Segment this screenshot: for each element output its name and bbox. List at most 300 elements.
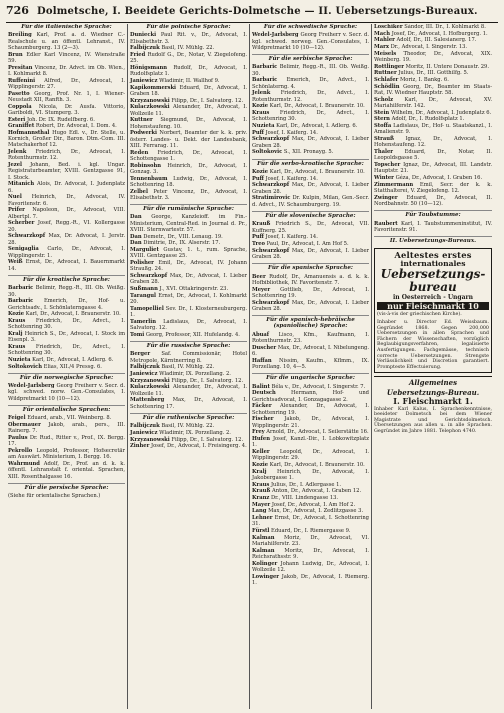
entry-details: S., XII. Pronayg. 5. bbox=[283, 149, 334, 156]
directory-entry bbox=[130, 214, 247, 233]
entry-details: Moritz, II. Untere Donaustr. 29. bbox=[405, 63, 490, 70]
directory-entry bbox=[8, 233, 125, 246]
entry-name: Schwarzkopf bbox=[252, 299, 290, 306]
entry-name: Barbaric bbox=[252, 64, 278, 71]
entry-details: Ladislaus, Dr., Advocat, I. Salvatorg. 12. bbox=[130, 318, 247, 331]
directory-entry bbox=[374, 64, 492, 70]
entry-name: Brun bbox=[8, 51, 23, 58]
entry-details: Friedrich S., Dr., Advocat, VII. Kuffnerg. 25. bbox=[252, 221, 369, 234]
directory-entry bbox=[252, 123, 369, 129]
directory-entry bbox=[130, 443, 247, 449]
entry-details: J., XVI. Ottakringerstr. 23. bbox=[159, 286, 229, 292]
directory-entry bbox=[8, 435, 125, 448]
directory-entry bbox=[252, 482, 369, 488]
entry-details: Ernst, Dr., Advocat, I. Schottenring 31. bbox=[252, 514, 369, 528]
entry-details: Karl, I. Taubstummeninstitut, IV. Favoritenstr. 91. bbox=[374, 220, 492, 233]
entry-name: Kulaczkowski bbox=[130, 384, 170, 391]
directory-entry bbox=[8, 52, 125, 65]
entry-name: Schwarzkopf bbox=[130, 273, 168, 280]
entry-details: Ignaz, Dr., Advocat, III. Landstr. Hauptstr. 21. bbox=[374, 162, 492, 175]
entry-name: Coppola bbox=[8, 103, 32, 110]
entry-details: Max, Dr. Advocat, I. Jerstr. 28. bbox=[8, 233, 125, 246]
entry-details: Napoleon, Dr., Advocat, VIII. Albertpl. 7. bbox=[8, 207, 125, 220]
directory-entry bbox=[252, 508, 369, 514]
ad2-line-bureau: Uebersetzungs-Bureau. bbox=[386, 388, 480, 398]
entry-name: Fried bbox=[130, 51, 146, 58]
directory-entry bbox=[374, 136, 492, 149]
entry-name: Kalman bbox=[252, 547, 275, 554]
directory-entry bbox=[252, 248, 369, 261]
directory-entry bbox=[130, 423, 247, 429]
entry-details: Dr., VIII. Lindengasse 13. bbox=[270, 494, 339, 501]
directory-entry bbox=[130, 319, 247, 332]
entry-details: Eduard, Dr., Advocat, I. Graben 18. bbox=[130, 84, 247, 97]
entry-details: Rudolf, Dr., Amanuensis a. d. k. k. Hofbibliothek, IV. Favoritenstr. 7. bbox=[252, 273, 369, 286]
entry-name: Kralj bbox=[252, 468, 267, 475]
entry-name: Barbaric bbox=[8, 285, 34, 292]
directory-entry bbox=[252, 195, 369, 208]
section-heading: Für die persische Sprache: bbox=[8, 483, 125, 491]
entry-details: Max, Dr., Advocat, I. Lieber Graben 28. bbox=[252, 299, 369, 312]
entry-name: Kozie bbox=[8, 311, 25, 318]
entry-name: Janiewicz bbox=[130, 429, 158, 436]
directory-entry bbox=[130, 189, 247, 202]
directory-entry bbox=[374, 44, 492, 50]
section-heading: Für die slovenische Sprache: bbox=[252, 211, 369, 219]
entry-name: Lowinger bbox=[252, 573, 279, 580]
directory-entry bbox=[252, 462, 369, 468]
entry-details: Georg Freiherr v. Secr. d. kgl. schwed. norw. Gen.-Consulates, I. Wildpretmarkt 10 (10—12). bbox=[8, 383, 125, 402]
section-heading: Für die schwedische Sprache: bbox=[263, 24, 358, 30]
entry-details: Rudolf, Dr., Advocat, I. Rudolfsplatz 1. bbox=[130, 64, 247, 78]
section-heading: Für die polnische Sprache: bbox=[146, 24, 231, 30]
entry-details: Hugo Edl. v., Dr. Stelle, u. Kornich, Großer Dir., Baron. Dtm.-Com. III. Matschakerhof 12. bbox=[8, 129, 125, 149]
entry-details: Paul, Dr., Advocat, I. Am Hof 5. bbox=[266, 240, 349, 247]
entry-name: Krauß bbox=[252, 221, 271, 228]
ad-fineprint: Inhaber u. Director Ed. Weissbaum. Gegründet 1868. Gegen 200,000 Uebersetzungen in allen Sprachen und Fächern der Wissenschaften, vorzüglich Beglaubigungsverfahren, legalisierte Ausfertigungen. Fachgemässe, technisch correcte Uebersetzungen. Strengste Verlässlichkeit und Discretion garantiert. Prompteste Effectuierung. bbox=[377, 320, 489, 370]
entry-name: Puff bbox=[252, 234, 264, 241]
column-2 bbox=[128, 24, 250, 709]
entry-name: Mitanich bbox=[8, 181, 35, 188]
ad-line-international: internationales bbox=[400, 258, 466, 268]
directory-entry bbox=[374, 175, 492, 181]
entry-details: Eduard, Dr., Advocat, II. Nordbahnstr. 50 (10—12). bbox=[374, 194, 493, 208]
directory-entry bbox=[252, 528, 369, 534]
directory-entry bbox=[130, 397, 247, 410]
entry-name: Dan bbox=[130, 233, 142, 240]
entry-name: Topscher bbox=[374, 162, 401, 169]
entry-details: Ladislaus, Dr., Hof- u. Staatskanzl., I. Amalienstr. 9. bbox=[374, 123, 492, 136]
entry-name: Kraus bbox=[252, 481, 270, 488]
entry-name: Hufen bbox=[252, 435, 270, 442]
entry-details: Alois, Dr. Advocat, I. Judenplatz 6. bbox=[8, 181, 125, 194]
directory-entry bbox=[130, 332, 247, 338]
entry-details: Emil, Secr. der k. k. Statthalterei, V. Ziegelofeng. 12. bbox=[374, 181, 493, 195]
section-heading: II. Uebersetzungs-Bureaux. bbox=[374, 236, 492, 244]
directory-entry bbox=[130, 85, 247, 98]
directory-entry bbox=[252, 488, 369, 494]
entry-name: Kalman bbox=[252, 534, 275, 541]
directory-entry bbox=[252, 561, 369, 574]
entry-name: Jelenk bbox=[252, 90, 271, 97]
entry-details: Peter Vincenz, Dr., Advocat, I. Elisabethstr. 3. bbox=[130, 188, 247, 201]
directory-entry bbox=[8, 448, 125, 461]
entry-details: Nissim, Kaufm., Kflmm., IX. Porzellang. 10, 4—5. bbox=[252, 357, 369, 370]
entry-name: Prifer bbox=[8, 207, 25, 214]
entry-details: Leopold, Professor, Hofsecretär am Auswärt. Ministerium, I. Bergg. 16. bbox=[8, 447, 125, 461]
directory-entry bbox=[130, 130, 247, 149]
entry-details: Carlo, Dr., Advocat, I. Wipplingerstr. 1. bbox=[8, 246, 125, 259]
directory-entry bbox=[130, 163, 247, 176]
entry-name: Balint bbox=[252, 383, 270, 390]
entry-details: Eduard, Dr., Notar, II. Leopoldsgasse 5. bbox=[374, 149, 492, 162]
directory-entry bbox=[130, 247, 247, 260]
directory-entry bbox=[374, 84, 492, 97]
entry-name: Abuaf bbox=[252, 331, 270, 338]
entry-name: Janiewicz bbox=[130, 370, 158, 377]
entry-details: Karl, Prof. a. d. Wiedner C.-Realschule u. an öffentl. Lehranst., IV. Schaumburgerg. 13 (2—3). bbox=[8, 32, 125, 51]
entry-name: Scherber bbox=[8, 220, 35, 227]
entry-name: Dan bbox=[130, 214, 142, 221]
entry-name: Lehner bbox=[252, 514, 273, 521]
entry-details: Norbert, Beamter der k. k. priv. österr. Landes- u. Dekt. der Landesbank, XIII. Ferrarag. 11. bbox=[130, 130, 247, 149]
entry-details: Belimir, Regg.-R., III. Ob. Weißg. 30. bbox=[252, 64, 369, 77]
entry-name: Fürstl bbox=[252, 527, 270, 534]
entry-name: Kranz bbox=[252, 494, 270, 501]
entry-details: Saf. Commissionär, Hotel Metropole, Kärntnerring 8. bbox=[130, 351, 247, 364]
directory-entry bbox=[130, 384, 247, 397]
entry-details: Géza, Dr., Advocat, I. Graben 16. bbox=[395, 175, 483, 182]
entry-name: Barbaric bbox=[8, 298, 34, 305]
entry-name: Hofmannsthal bbox=[8, 129, 50, 136]
entry-details: Anton, Dr., Advocat, I. Graben 12. bbox=[271, 488, 362, 495]
entry-name: Tamopelliel bbox=[130, 305, 164, 312]
entry-name: Winter bbox=[374, 175, 394, 182]
directory-entry bbox=[374, 24, 492, 30]
directory-entry bbox=[252, 449, 369, 462]
entry-name: Thaler bbox=[374, 149, 393, 156]
entry-name: Feigel bbox=[8, 415, 26, 422]
entry-name: Kulaczkowski bbox=[130, 104, 170, 111]
ad2-line-address: I. Fleischmarkt 1. bbox=[393, 396, 473, 407]
directory-entry bbox=[374, 195, 492, 208]
entry-name: Marguliet bbox=[130, 247, 159, 254]
directory-entry bbox=[252, 403, 369, 416]
entry-name: Strauß bbox=[374, 136, 394, 143]
directory-entry bbox=[130, 273, 247, 286]
entry-details: Ernst, Dr., Advocat, I. Bauernmarkt 14. bbox=[8, 259, 125, 272]
directory-entry bbox=[130, 98, 247, 104]
entry-name: Treo bbox=[252, 240, 265, 247]
entry-name: Schlafer bbox=[374, 77, 399, 84]
entry-details: Rudolf G., Dr., Notar, V. Ziegelofeng. 25. bbox=[130, 51, 248, 65]
entry-name: Stratimirovic bbox=[252, 195, 291, 202]
section-heading: Für die serbische Sprache: bbox=[252, 54, 369, 62]
directory-entry bbox=[130, 65, 247, 78]
columns-container bbox=[6, 24, 498, 709]
directory-entry bbox=[252, 287, 369, 300]
section-heading: Für die rumänische Sprache: bbox=[130, 204, 247, 212]
entry-name: Soltokovich bbox=[8, 363, 43, 370]
entry-name: Podwerki bbox=[130, 130, 157, 137]
entry-name: Breiling bbox=[8, 32, 32, 39]
section-heading: Für die norwegische Sprache: bbox=[8, 373, 125, 381]
entry-details: Alexander, Dr., Advocat, I. Schottenring 19. bbox=[252, 403, 369, 416]
entry-name: Fäcker bbox=[252, 403, 272, 410]
directory-entry bbox=[252, 110, 369, 123]
directory-entry bbox=[8, 285, 125, 298]
entry-details: Friedrich, Dr., Advct., I. Rotenthurmstr. 12. bbox=[252, 90, 369, 103]
entry-details: Eduard, arab., VII. Weinberg. 8. bbox=[27, 415, 112, 422]
section-heading: Für die kroatische Sprache: bbox=[8, 275, 125, 283]
entry-details: Dimitrie, Dr., IX. Alserstr. 17. bbox=[143, 240, 221, 247]
entry-details: Josef, I. Kaiferg. 14. bbox=[265, 129, 318, 136]
entry-details: Georg, Dr., Beamter im Staats-Rat, IV. Wiedner Hauptstr. 58. bbox=[374, 83, 492, 97]
entry-details: Max, Dr., Advocat, I. Lieber Graben 28. bbox=[252, 247, 369, 260]
page-header bbox=[6, 4, 498, 23]
entry-details: Elias, XII./4 Pressg. 6. bbox=[43, 363, 102, 370]
entry-details: Eduard, Dr., I. Riemergasse 9. bbox=[271, 527, 351, 534]
directory-entry bbox=[130, 293, 247, 306]
entry-name: Jelenk bbox=[8, 149, 27, 156]
entry-name: Esteri bbox=[8, 116, 26, 123]
entry-details: Max, Dr., Advocat, I. Zedlitzgasse 3. bbox=[268, 508, 364, 515]
entry-name: Schödlin bbox=[374, 83, 400, 90]
entry-details: Wilhelm, Dr., Advocat, I. Judenplatz 6. bbox=[390, 109, 492, 116]
entry-name: Graniffet bbox=[8, 123, 35, 130]
entry-name: Lang bbox=[252, 508, 267, 515]
entry-name: Zwinger bbox=[374, 194, 398, 201]
directory-entry bbox=[8, 78, 125, 91]
directory-entry bbox=[8, 422, 125, 435]
entry-details: Ernst, Dr., Advocat, I. Kohlmarkt 20. bbox=[130, 292, 247, 305]
entry-details: Karl, Dr., Advocat, I. Adlerg. 6. bbox=[276, 123, 358, 130]
directory-entry bbox=[130, 117, 247, 130]
directory-entry bbox=[252, 32, 369, 51]
entry-details: Sándor, III. Dr., I. Kohlmarkt 8. bbox=[404, 24, 486, 30]
entry-details: Nicola, Dr. Ausfa. Vittorio, Gariboldi, VI. Stumperg. 3. bbox=[8, 103, 125, 116]
entry-details: Georg Freiherr v. Secr. d. kgl. schwed. norweg. Gen.-Consulates, I. Wildpretmarkt 10 (10—12). bbox=[252, 32, 369, 51]
entry-details: Moriz, Dr., Advocat, VI. Mariahilferstr. 23. bbox=[252, 534, 369, 547]
entry-name: Reden bbox=[130, 149, 149, 156]
entry-details: Ignaz, Dr., Advocat, I. Hohenstaufeng. 12. bbox=[374, 136, 492, 149]
entry-name: Wedel-Jarlsberg bbox=[252, 32, 299, 39]
directory-entry bbox=[252, 384, 369, 390]
entry-name: Frey bbox=[252, 429, 265, 436]
entry-details: Heinrich S., Dr., Advocat, I. Stock im Eisenpl. 3. bbox=[8, 330, 125, 344]
entry-details: Karl, Dr., Advocat, I. Braunerstr. 10. bbox=[25, 311, 121, 318]
directory-entry bbox=[252, 149, 369, 155]
entry-name: Falbijczuk bbox=[130, 423, 160, 430]
entry-details: Wladimir, IX. Porzellang. 2. bbox=[159, 370, 231, 377]
entry-name: Tamerlin bbox=[130, 318, 156, 325]
ad-line-country: in Oesterreich - Ungarn bbox=[392, 294, 474, 302]
entry-name: Rottlinger bbox=[374, 63, 404, 70]
directory-entry bbox=[252, 345, 369, 358]
entry-name: Fischer bbox=[252, 416, 274, 423]
entry-details: Josef, I. Kaiferg. 14. bbox=[265, 234, 318, 241]
entry-name: Falbijczuk bbox=[130, 364, 160, 371]
entry-details: Max, Dr., Advocat, I. Lieber Graben 28. bbox=[252, 182, 369, 195]
entry-name: Robinsohn bbox=[130, 162, 162, 169]
directory-entry bbox=[252, 535, 369, 548]
directory-entry bbox=[8, 461, 125, 480]
directory-entry bbox=[130, 78, 247, 84]
entry-name: Tennenbaum bbox=[130, 175, 168, 182]
directory-entry bbox=[252, 90, 369, 103]
entry-details: Leopold, Dr., Advocat, I. Wipplingerstr. 29. bbox=[252, 448, 370, 462]
directory-entry bbox=[8, 331, 125, 344]
entry-name: Janiewicz bbox=[130, 77, 158, 84]
section-heading: Für die ungarische Sprache: bbox=[252, 373, 369, 381]
entry-details: Heinrich, Dr., Advocat, I. Jakobergasse 1. bbox=[252, 468, 369, 481]
entry-name: Pasetto bbox=[8, 90, 30, 97]
entry-details: Karl, Dr., Advocat, XV. Mariahilferstr. 142. bbox=[374, 96, 492, 110]
directory-entry bbox=[252, 416, 369, 429]
entry-details: Johann, Bed. i. kgl. Ungar. Registraturbeamter, XVIII. Gentzgasse 91, I. Stock. bbox=[8, 162, 125, 181]
directory-entry bbox=[252, 182, 369, 195]
directory-entry bbox=[374, 123, 492, 136]
entry-name: Sußmann bbox=[130, 286, 158, 292]
bureau-advertisement bbox=[374, 248, 492, 374]
directory-entry bbox=[8, 298, 125, 311]
entry-name: Krzyzanowski bbox=[130, 97, 170, 104]
directory-entry bbox=[252, 300, 369, 313]
ad-line-note: (vis-à-vis der griechischen Kirche). bbox=[377, 312, 462, 318]
entry-details: Theodor, Dr., Advocat, XIX. Weinberg. 19. bbox=[374, 50, 492, 64]
directory-entry bbox=[8, 246, 125, 259]
section-heading: Für die spanisch-hebräische (spaniolische) Sprache: bbox=[252, 315, 369, 330]
entry-name: Dan bbox=[130, 240, 142, 247]
entry-details: Edler Karl Vincenz, IV. Wienstraße 59. bbox=[8, 51, 125, 64]
entry-name: Falbijczuk bbox=[130, 45, 160, 52]
directory-entry bbox=[130, 364, 247, 370]
directory-entry bbox=[8, 130, 125, 149]
directory-entry bbox=[8, 91, 125, 104]
directory-entry bbox=[130, 234, 247, 240]
directory-entry bbox=[252, 103, 369, 109]
directory-entry bbox=[374, 221, 492, 234]
ad-line-bureau: bureau bbox=[409, 280, 457, 295]
entry-name: Duniecki bbox=[130, 32, 157, 39]
entry-name: Mattenberg bbox=[130, 397, 165, 404]
entry-name: Nuzieta bbox=[252, 123, 275, 130]
directory-entry bbox=[252, 469, 369, 482]
directory-entry bbox=[252, 436, 369, 449]
directory-entry bbox=[374, 77, 492, 83]
directory-entry bbox=[130, 306, 247, 319]
directory-entry bbox=[252, 234, 369, 240]
entry-name: Kapikommerski bbox=[130, 84, 177, 91]
directory-entry bbox=[130, 351, 247, 364]
running-head: Dolmetsche, I. Beeidete Gerichts-Dolmetsche — II. Uebersetzungs-Bureaux. bbox=[36, 6, 478, 17]
entry-details: Basil, IV. Mühlg. 22. bbox=[161, 364, 215, 371]
entry-details: Dr. Rud., Ritter v., Prof., IX. Bergg. 17. bbox=[8, 434, 125, 448]
entry-details: Gustav, 1. t., rum. Sprache, XVIII. Gentzgasse 25. bbox=[130, 247, 247, 260]
entry-details: Josef, Dr., Advocat, I. Freisingerg. 4. bbox=[151, 443, 247, 450]
entry-name: Tarangul bbox=[130, 292, 156, 299]
entry-name: Stern bbox=[374, 116, 390, 123]
entry-details: Gottlieb, Dr., Advocat, I. Schottenring 19. bbox=[252, 286, 369, 299]
section-heading: Für die russische Sprache: bbox=[130, 341, 247, 349]
entry-details: Wladimir, IX. Porzellang. 2. bbox=[159, 429, 231, 436]
directory-entry bbox=[252, 169, 369, 175]
entry-name: Kralj bbox=[8, 330, 23, 337]
entry-name: Wahrmund bbox=[8, 460, 40, 467]
entry-details: Lisco, Kfm., Kaufmann, I. Rotenthurmstr. 23. bbox=[252, 331, 369, 345]
directory-entry bbox=[374, 37, 492, 43]
directory-entry bbox=[130, 430, 247, 436]
entry-name: Kraus bbox=[8, 317, 26, 324]
directory-entry bbox=[130, 32, 247, 45]
entry-name: Senigaglia bbox=[8, 246, 39, 253]
entry-details: Béla v., Dr., Advocat, I. Singerstr. 7. bbox=[271, 383, 366, 390]
directory-entry bbox=[252, 332, 369, 345]
entry-details: Georg, Prof. Nr. 1, I. Wiener-Neustadt XII, Ranfth. 3. bbox=[8, 90, 125, 103]
column-3 bbox=[250, 24, 372, 709]
entry-details: Karl, Dr., Advocat, I. Adlerg. 6. bbox=[32, 356, 114, 363]
entry-details: Josef, I. Kaiferg. 14. bbox=[265, 175, 318, 182]
directory-entry bbox=[8, 207, 125, 220]
entry-name: Schwarzkopf bbox=[252, 247, 290, 254]
entry-name: Kuttner bbox=[130, 117, 153, 124]
entry-name: Nuel bbox=[8, 194, 22, 201]
directory-entry bbox=[252, 176, 369, 182]
directory-entry bbox=[252, 390, 369, 403]
directory-entry bbox=[374, 51, 492, 64]
directory-entry bbox=[130, 378, 247, 384]
directory-entry bbox=[8, 364, 125, 370]
directory-entry bbox=[130, 240, 247, 246]
section-heading: Für die ruthenische Sprache: bbox=[130, 413, 247, 421]
entry-name: Puff bbox=[252, 175, 264, 182]
entry-details: Friedrich, Dr., Advocat, I. Schottengasse 1. bbox=[130, 149, 247, 162]
directory-entry bbox=[8, 194, 125, 207]
entry-details: Max, Dr., Advocat, I. Lieber Graben 28. bbox=[130, 273, 247, 286]
entry-name: Beer bbox=[252, 273, 266, 280]
entry-details: Moritz, Dr., Advocat, I. Reichsrathsstr. 9. bbox=[252, 547, 370, 560]
directory-entry bbox=[252, 136, 369, 149]
entry-details: Julius, Dr., I. Adlergasse 1. bbox=[270, 481, 342, 488]
entry-details: Johann Ludwig, Dr., Advocat, I. Wollzeile 12. bbox=[252, 560, 369, 573]
entry-details: Joh. Dr. IX. Rudelfberg. 6. bbox=[26, 116, 95, 123]
entry-details: Julius, Dr., III. Gotthilfg. 5. bbox=[398, 70, 469, 77]
directory-entry bbox=[252, 502, 369, 508]
directory-entry bbox=[8, 493, 125, 499]
entry-name: Mahler bbox=[374, 37, 395, 44]
directory-entry bbox=[130, 150, 247, 163]
directory-entry bbox=[8, 32, 125, 51]
directory-entry bbox=[252, 574, 369, 587]
entry-details: Basil, IV. Mühlg. 22. bbox=[161, 45, 215, 52]
directory-entry bbox=[252, 515, 369, 528]
directory-entry bbox=[252, 274, 369, 287]
entry-details: Vincenz, Dr. Advct. im Ob. Wien., I. Kohlmarkt 8. bbox=[8, 64, 125, 77]
column-1 bbox=[6, 24, 128, 709]
entry-name: Jezel bbox=[8, 162, 22, 169]
directory-entry bbox=[8, 311, 125, 317]
entry-details: Karl, Dr., Advocat, I. Braunerstr. 10. bbox=[269, 461, 365, 468]
entry-name: Kozie bbox=[252, 461, 269, 468]
entry-name: Marx bbox=[374, 44, 389, 51]
directory-entry bbox=[252, 241, 369, 247]
entry-name: Deutsch bbox=[252, 390, 276, 397]
directory-entry bbox=[130, 52, 247, 65]
entry-name: Scholz bbox=[374, 96, 394, 103]
entry-name: Kolinger bbox=[252, 560, 278, 567]
entry-name: Schwarzkopf bbox=[252, 136, 290, 143]
entry-details: Basil, IV. Mühlg. 22. bbox=[161, 423, 215, 430]
